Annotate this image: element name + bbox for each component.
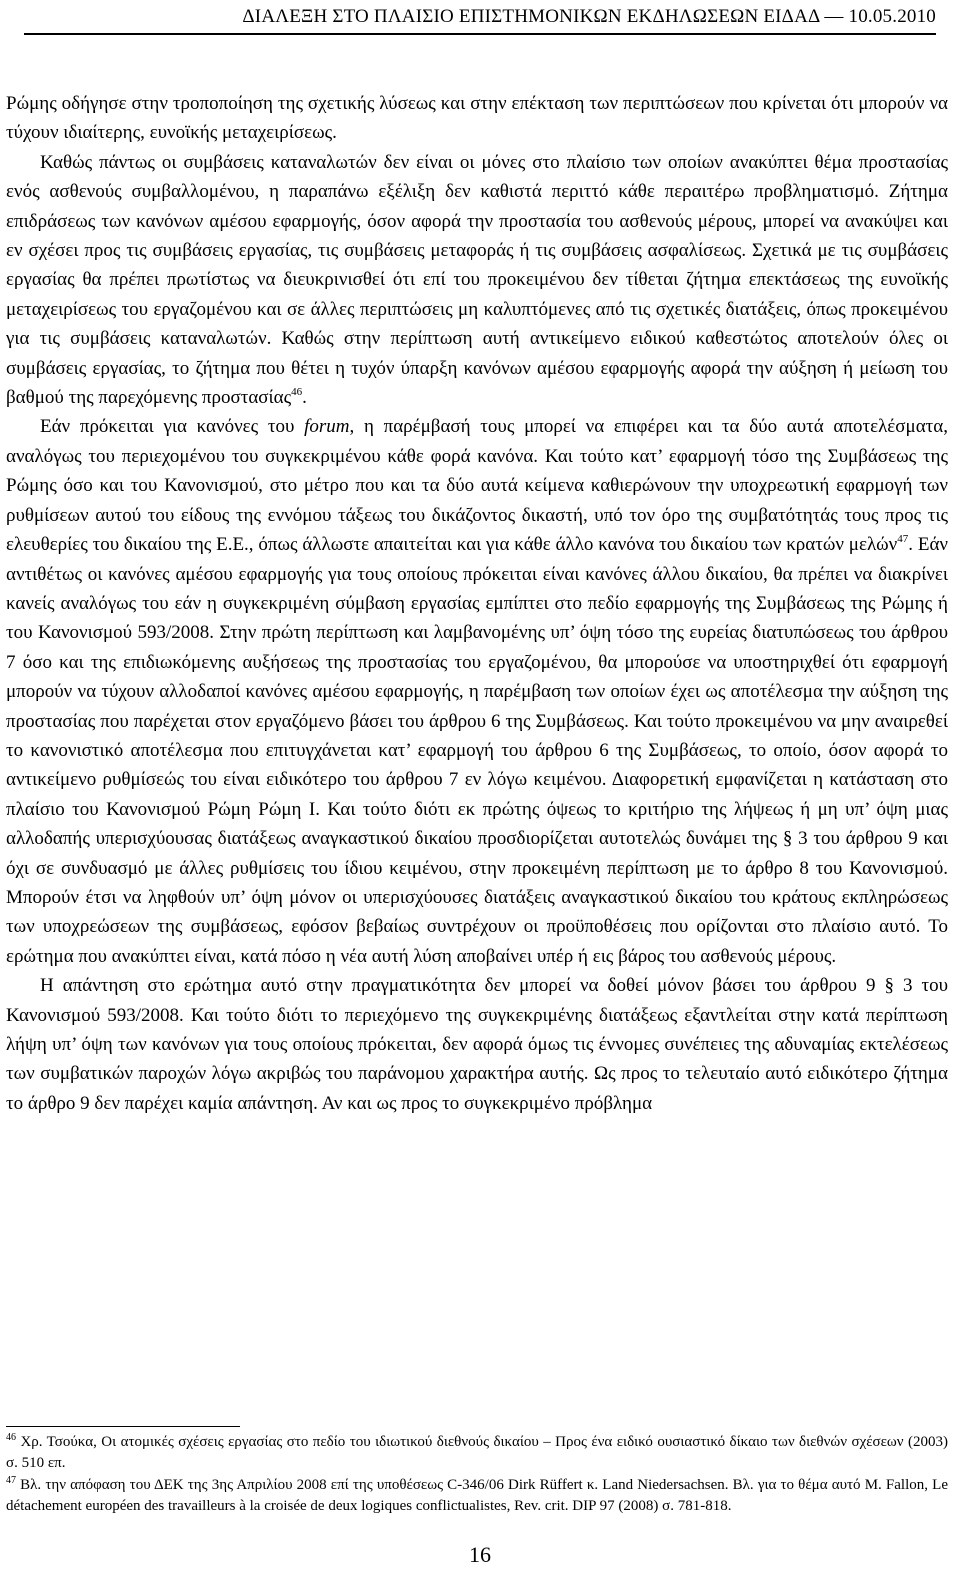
footnote-46	[6, 1432, 948, 1473]
paragraph-3-emphasis: forum	[304, 416, 350, 438]
footnote-ref-47[interactable]: 47	[897, 533, 909, 546]
footnotes	[6, 1432, 948, 1518]
page-number: 16	[469, 1542, 491, 1567]
footnote-ref-46[interactable]: 46	[291, 386, 303, 399]
paragraph-1: Ρώμης οδήγησε στην τροποποίηση της σχετικής λύσεως και στην επέκταση των περιπτώσεων που κρίνεται ότι μπορούν να τύχουν ιδιαίτερης, ευνοϊκής μεταχειρίσεως.	[6, 93, 948, 144]
footnote-separator	[6, 1426, 240, 1427]
running-header	[24, 6, 936, 28]
paragraph-3-text-b: , η παρέμβασή τους μπορεί να επιφέρει και τα δύο αυτά αποτελέσματα, αναλόγως του περιεχομένου του συγκεκριμένου κάθε φορά κανόνα. Και τούτο κατ’ εφαρμογή τόσο της Συμβάσεως της Ρώμης όσο και του Κανονισμού, στο μέτρο που και τα δύο αυτά κείμενα καθιερώνουν την υποχρεωτική εφαρμογή των ρυθμίσεων αυτού του είδους της εννόμου τάξεως του δικάζοντος δικαστή, υπό τον όρο της συμβατότητάς τους προς τις ελευθερίες του δικαίου της Ε.Ε., όπως άλλωστε απαιτείται και για κάθε άλλο κανόνα του δικαίου των κρατών μελών	[6, 416, 948, 556]
header-rule	[24, 33, 936, 35]
body-text	[6, 89, 948, 1118]
footnote-text: Χρ. Τσούκα, Οι ατομικές σχέσεις εργασίας στο πεδίο του ιδιωτικού διεθνούς δικαίου – Προς ένα ειδικό ουσιαστικό δίκαιο των διεθνών σχέσεων (2003) σ. 510 επ.	[6, 1434, 948, 1471]
footnote-number: 46	[6, 1432, 16, 1443]
paragraph-2-end: .	[302, 387, 307, 409]
paragraph-4: Η απάντηση στο ερώτημα αυτό στην πραγματικότητα δεν μπορεί να δοθεί μόνον βάσει του άρθρου 9 § 3 του Κανονισμού 593/2008. Και τούτο διότι το περιεχόμενο της συγκεκριμένης διατάξεως εξαντλείται στην κατά περίπτωση λήψη υπ’ όψη των κανόνων για τους οποίους πρόκειται, δεν αφορά όμως τις έννομες συνέπειες της αδυναμίας εκτελέσεως των συμβατικών παροχών λόγω ακριβώς του παράνομου χαρακτήρα αυτής. Ως προς το τελευταίο αυτό ειδικότερο ζήτημα το άρθρο 9 δεν παρέχει καμία απάντηση. Αν και ως προς το συγκεκριμένο πρόβλημα	[6, 975, 948, 1114]
paragraph-3-text-c: . Εάν αντιθέτως οι κανόνες αμέσου εφαρμογής για τους οποίους πρόκειται είναι κανόνες άλλου δικαίου, θα πρέπει να διακρίνει κανείς αναλόγως του εάν η συγκεκριμένη σύμβαση εργασίας εμπίπτει στο πεδίο εφαρμογής της Συμβάσεως της Ρώμης ή του Κανονισμού 593/2008. Στην πρώτη περίπτωση και λαμβανομένης υπ’ όψη τόσο της ευρείας διατυπώσεως του άρθρου 7 όσο και της επιδιωκόμενης αυξήσεως της προστασίας του εργαζομένου, θα μπορούσε να υποστηριχθεί ότι εφαρμογή μπορούν να τύχουν αλλοδαποί κανόνες αμέσου εφαρμογής, η παρέμβαση των οποίων έχει ως αποτέλεσμα την αύξηση της προστασίας που παρέχεται στον εργαζόμενο βάσει του άρθρου 6 της Συμβάσεως. Και τούτο προκειμένου να μην αναιρεθεί το κανονιστικό αποτέλεσμα που επιτυγχάνεται κατ’ εφαρμογή του άρθρου 6 της Συμβάσεως, το οποίο, όσον αφορά το αντικείμενο ρυθμίσεώς του είναι ειδικότερο του άρθρου 7 εν λόγω κειμένου. Διαφορετική εμφανίζεται η κατάσταση στο πλαίσιο του Κανονισμού Ρώμη Ρώμη Ι. Και τούτο διότι εκ πρώτης όψεως το κριτήριο της λήψεως ή μη υπ’ όψη μιας αλλοδαπής υπερισχύουσας διατάξεως αναγκαστικού δικαίου προσδιορίζεται αυτοτελώς δυνάμει της § 3 του άρθρου 9 και όχι σε συνδυασμό με άλλες ρυθμίσεις του ίδιου κειμένου, στην προκειμένη περίπτωση με το άρθρο 8 του Κανονισμού. Μπορούν έτσι να ληφθούν υπ’ όψη μόνον οι υπερισχύουσες διατάξεις αναγκαστικού δικαίου του κράτους εκπληρώσεως των υποχρεώσεων της συμβάσεως, εφόσον βεβαίως συντρέχουν οι προϋποθέσεις που ορίζονται στο πλαίσιο αυτό. Το ερώτημα που ανακύπτει είναι, κατά πόσο η νέα αυτή λύση αποβαίνει υπέρ ή εις βάρος του ασθενούς μέρους.	[6, 534, 948, 967]
footnote-number: 47	[6, 1475, 16, 1486]
paragraph-3-text-a: Εάν πρόκειται για κανόνες του	[40, 416, 305, 438]
footnote-text: Βλ. την απόφαση του ΔΕΚ της 3ης Απριλίου 2008 επί της υποθέσεως C-346/06 Dirk Rüffert κ. Land Niedersachsen. Βλ. για το θέμα αυτό M. Fallon, Le détachement européen des travailleurs à la croisée de deux logiques conflictualistes, Rev. crit. DIP 97 (2008) σ. 781-818.	[6, 1477, 948, 1514]
footnote-47	[6, 1475, 948, 1516]
paragraph-3	[6, 412, 948, 971]
paragraph-2	[6, 148, 948, 413]
paragraph-2-text: Καθώς πάντως οι συμβάσεις καταναλωτών δεν είναι οι μόνες στο πλαίσιο των οποίων ανακύπτει θέμα προστασίας ενός ασθενούς συμβαλλομένου, η παραπάνω εξέλιξη δεν καθιστά περιττό κάθε περαιτέρω προβληματισμό. Ζήτημα επιδράσεως των κανόνων αμέσου εφαρμογής, όσον αφορά την προστασία του ασθενούς μέρους, μπορεί να ανακύψει και εν σχέσει προς τις συμβάσεις εργασίας, τις συμβάσεις μεταφοράς ή τις συμβάσεις ασφαλίσεως. Σχετικά με τις συμβάσεις εργασίας θα πρέπει πρωτίστως να διευκρινισθεί ότι επί του προκειμένου δεν τίθεται ζήτημα επεκτάσεως της ευνοϊκής μεταχειρίσεως του εργαζομένου και σε άλλες περιπτώσεις μη καλυπτόμενες από τις σχετικές διατάξεις, όπως προκειμένου για τις συμβάσεις καταναλωτών. Καθώς στην περίπτωση αυτή αντικείμενο ειδικού καθεστώτος αποτελούν όλες οι συμβάσεις εργασίας, το ζήτημα που θέτει η τυχόν ύπαρξη κανόνων αμέσου εφαρμογής αφορά την αύξηση ή μείωση του βαθμού της παρεχόμενης προστασίας	[6, 151, 948, 409]
header-text: ΔΙΑΛΕΞΗ ΣΤΟ ΠΛΑΙΣΙΟ ΕΠΙΣΤΗΜΟΝΙΚΩΝ ΕΚΔΗΛΩΣΕΩΝ ΕΙΔΑΔ — 10.05.2010	[242, 6, 936, 27]
